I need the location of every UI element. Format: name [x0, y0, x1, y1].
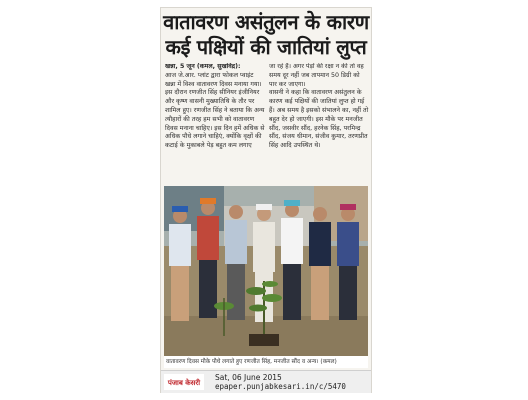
- group-photo: [164, 186, 368, 356]
- article-dateline: खन्ना, 5 जून (कमल, सुखविंद्र):: [165, 63, 241, 70]
- person: [309, 207, 331, 320]
- punjab-kesari-logo: [164, 374, 204, 390]
- article-paragraph: वासनी ने कहा कि वातावरण असंतुलन के कारण कई पक्षियों की जातियां लुप्त हो गई हैं। अब समय है इसको संभालने का, नहीं तो बहुत देर हो जाएगी। इस मौके पर मनजीत सौंद, जसवीर सौंद, हरनेक सिंह, परमिन्द्र सौंद, संजय धीमान, संजीव कुमार, तरणप्रीत सिंह आदि उपस्थित थे।: [269, 89, 369, 150]
- photo-caption: वातावरण दिवस मौके पौधे लगाते हुए रणजीत सिंह, मनजीत सौंद व अन्य। (कमल): [164, 356, 368, 368]
- article-paragraph: आज जे.आर. प्लांट द्वारा फोकल प्वाइंट खन्ना में विश्व वातावरण दिवस मनाया गया। इस दौरान रणजीत सिंह सीनियर इंजीनियर और कृष्ण वासनी मुख्यातिथि के तौर पर शामिल हुए। रणजीत सिंह ने बताया कि अन्य त्यौहारों की तरह हम सभी को वातावरण दिवस मनाना चाहिए। इस दिन हमें अधिक से अधिक पौधे लगाने चाहिएं, क्योंकि वृक्षों की कटाई के मुकाबले पेड़ बहुत कम लगाए: [165, 71, 265, 150]
- soil-pit: [249, 334, 279, 346]
- epaper-url[interactable]: epaper.punjabkesari.in/c/5470: [215, 382, 346, 391]
- person: [197, 198, 219, 318]
- epaper-footer: [161, 370, 371, 393]
- headline-line-2: कई पक्षियों की जातियां लुप्त: [165, 35, 367, 59]
- group-photo-drawing: [164, 186, 368, 356]
- headline-line-1: वातावरण असंतुलन के कारण: [163, 10, 369, 34]
- article-column-right: [269, 63, 369, 185]
- article-paragraph: जा रहे हैं। अगर पेड़ों की रक्षा न की तो वह समय दूर नहीं जब तापमान 50 डिग्री को पार कर जाएगा।: [269, 63, 364, 88]
- edition-date: Sat, 06 June 2015: [215, 373, 282, 382]
- person: [281, 200, 303, 320]
- article-column-left: [165, 63, 265, 185]
- svg-text:पंजाब केसरी: पंजाब केसरी: [167, 379, 201, 387]
